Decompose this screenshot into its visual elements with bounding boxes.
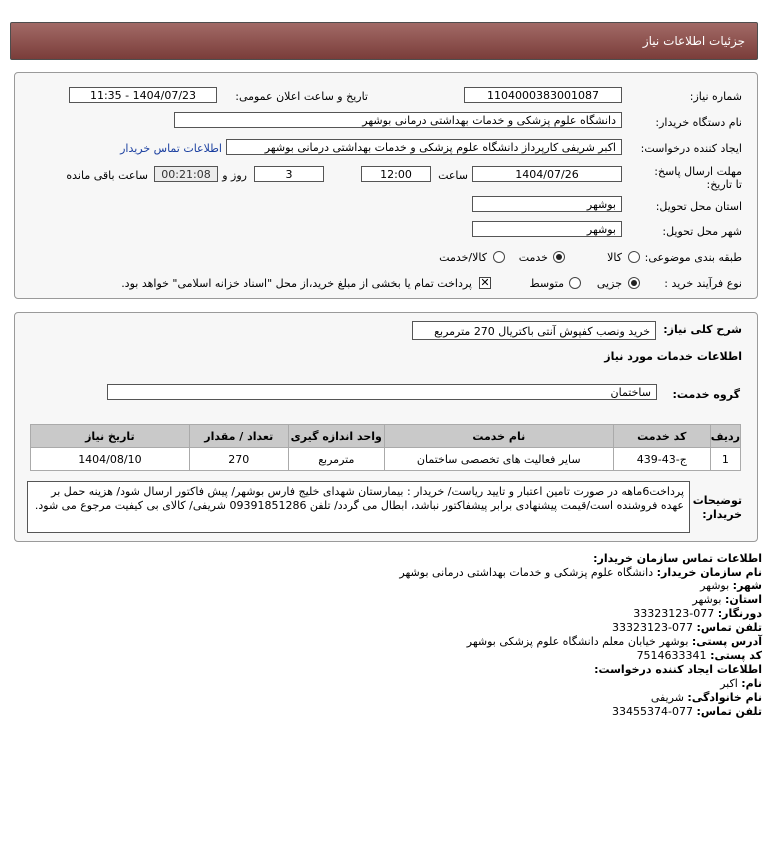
contact-org-line: نام سازمان خریدار: دانشگاه علوم پزشکی و خدمات بهداشتی درمانی بوشهر xyxy=(399,566,762,579)
contact-city-line: شهر: بوشهر xyxy=(700,579,762,592)
buyer-notes-label: توضیحات خریدار: xyxy=(692,494,742,521)
creator-heading: اطلاعات ایجاد کننده درخواست: xyxy=(594,663,762,676)
province-label: استان محل تحویل: xyxy=(655,200,742,213)
deadline-time-field[interactable]: 12:00 xyxy=(361,166,431,182)
contact-heading: اطلاعات تماس سازمان خریدار: xyxy=(593,552,762,565)
col-name: نام خدمت xyxy=(384,425,613,448)
announce-field[interactable]: 1404/07/23 - 11:35 xyxy=(69,87,217,103)
category-label: طبقه بندی موضوعی: xyxy=(644,251,742,264)
process-radio-medium[interactable] xyxy=(569,277,581,289)
table-row xyxy=(31,448,741,471)
deadline-time-label: ساعت xyxy=(438,169,468,182)
contact-postal-line: کد پستی: 7514633341 xyxy=(636,649,762,662)
creator-family-line: نام خانوادگی: شریفی xyxy=(650,691,762,704)
cell-code: ج-43-439 xyxy=(613,448,710,471)
page-header xyxy=(10,22,758,60)
creator-field[interactable]: اکبر شریفی کارپرداز دانشگاه علوم پزشکی و خدمات بهداشتی درمانی بوشهر xyxy=(226,139,622,155)
need-number-label: شماره نیاز: xyxy=(689,90,742,103)
contact-info xyxy=(22,552,762,762)
cell-date: 1404/08/10 xyxy=(31,448,190,471)
creator-name-line: نام: اکبر xyxy=(720,677,762,690)
category-radio-service[interactable] xyxy=(553,251,565,263)
process-medium-label: متوسط xyxy=(529,277,564,290)
summary-label: شرح کلی نیاز: xyxy=(663,323,742,336)
province-field[interactable]: بوشهر xyxy=(472,196,622,212)
treasury-payment-checkbox[interactable]: ✕ xyxy=(480,276,490,289)
remaining-time-field: 00:21:08 xyxy=(154,166,218,182)
services-table xyxy=(30,424,741,471)
process-radio-minor[interactable] xyxy=(628,277,640,289)
buyer-org-field[interactable]: دانشگاه علوم پزشکی و خدمات بهداشتی درمانی بوشهر xyxy=(174,112,622,128)
city-field[interactable]: بوشهر xyxy=(472,221,622,237)
contact-fax-line: دورنگار: 077-33323123 xyxy=(633,607,762,620)
announce-label: تاریخ و ساعت اعلان عمومی: xyxy=(235,90,368,103)
page-title: جزئیات اطلاعات نیاز xyxy=(642,34,745,48)
col-code: کد خدمت xyxy=(613,425,710,448)
cell-unit: مترمربع xyxy=(288,448,384,471)
col-date: تاریخ نیاز xyxy=(31,425,190,448)
service-group-label: گروه خدمت: xyxy=(672,388,740,401)
contact-phone-line: تلفن تماس: 077-33323123 xyxy=(612,621,762,634)
process-minor-label: جزیی xyxy=(596,277,622,290)
category-goods-service-label: کالا/خدمت xyxy=(439,251,487,264)
category-radio-goods[interactable] xyxy=(628,251,640,263)
category-goods-label: کالا xyxy=(607,251,622,264)
creator-phone-line: تلفن تماس: 077-33455374 xyxy=(612,705,762,718)
col-row: ردیف xyxy=(710,425,740,448)
category-service-label: خدمت xyxy=(518,251,548,264)
buyer-contact-link[interactable]: اطلاعات تماس خریدار xyxy=(120,142,222,155)
services-heading: اطلاعات خدمات مورد نیاز xyxy=(604,350,742,363)
process-label: نوع فرآیند خرید : xyxy=(664,277,742,290)
cell-qty: 270 xyxy=(189,448,288,471)
creator-label: ایجاد کننده درخواست: xyxy=(640,142,742,155)
buyer-org-label: نام دستگاه خریدار: xyxy=(655,116,742,129)
contact-address-line: آدرس پستی: بوشهر خیابان معلم دانشگاه علوم پزشکی بوشهر xyxy=(466,635,762,648)
days-field[interactable]: 3 xyxy=(254,166,324,182)
col-unit: واحد اندازه گیری xyxy=(288,425,384,448)
cell-row: 1 xyxy=(710,448,740,471)
summary-field: خرید ونصب کفپوش آنتی باکتریال 270 مترمربع xyxy=(412,321,656,340)
deadline-date-field[interactable]: 1404/07/26 xyxy=(472,166,622,182)
treasury-payment-note: پرداخت تمام یا بخشی از مبلغ خرید،از محل "اسناد خزانه اسلامی" خواهد بود. xyxy=(121,277,472,290)
contact-province-line: استان: بوشهر xyxy=(692,593,762,606)
cell-name: سایر فعالیت های تخصصی ساختمان xyxy=(384,448,613,471)
days-label: روز و xyxy=(222,169,247,182)
need-number-field[interactable]: 1104000383001087 xyxy=(464,87,622,103)
deadline-label: مهلت ارسال پاسخ: تا تاریخ: xyxy=(654,165,742,191)
col-qty: تعداد / مقدار xyxy=(189,425,288,448)
buyer-notes-box: پرداخت6ماهه در صورت تامین اعتبار و تایید ریاست/ خریدار : بیمارستان شهدای خلیج فارس بوشهر/ پیش فاکتور ارسال شود/ هزینه حمل بر عهده فروشنده است/قیمت پیشنهادی برابر پیشفاکتور نباشد، ابطال می گردد/ تلفن 09391851286 شریفی/ کالای بی کیفیت مرجوع می شود. xyxy=(27,481,690,533)
category-radio-goods-service[interactable] xyxy=(493,251,505,263)
city-label: شهر محل تحویل: xyxy=(662,225,742,238)
service-group-field: ساختمان xyxy=(107,384,657,400)
remaining-label: ساعت باقی مانده xyxy=(66,169,148,182)
